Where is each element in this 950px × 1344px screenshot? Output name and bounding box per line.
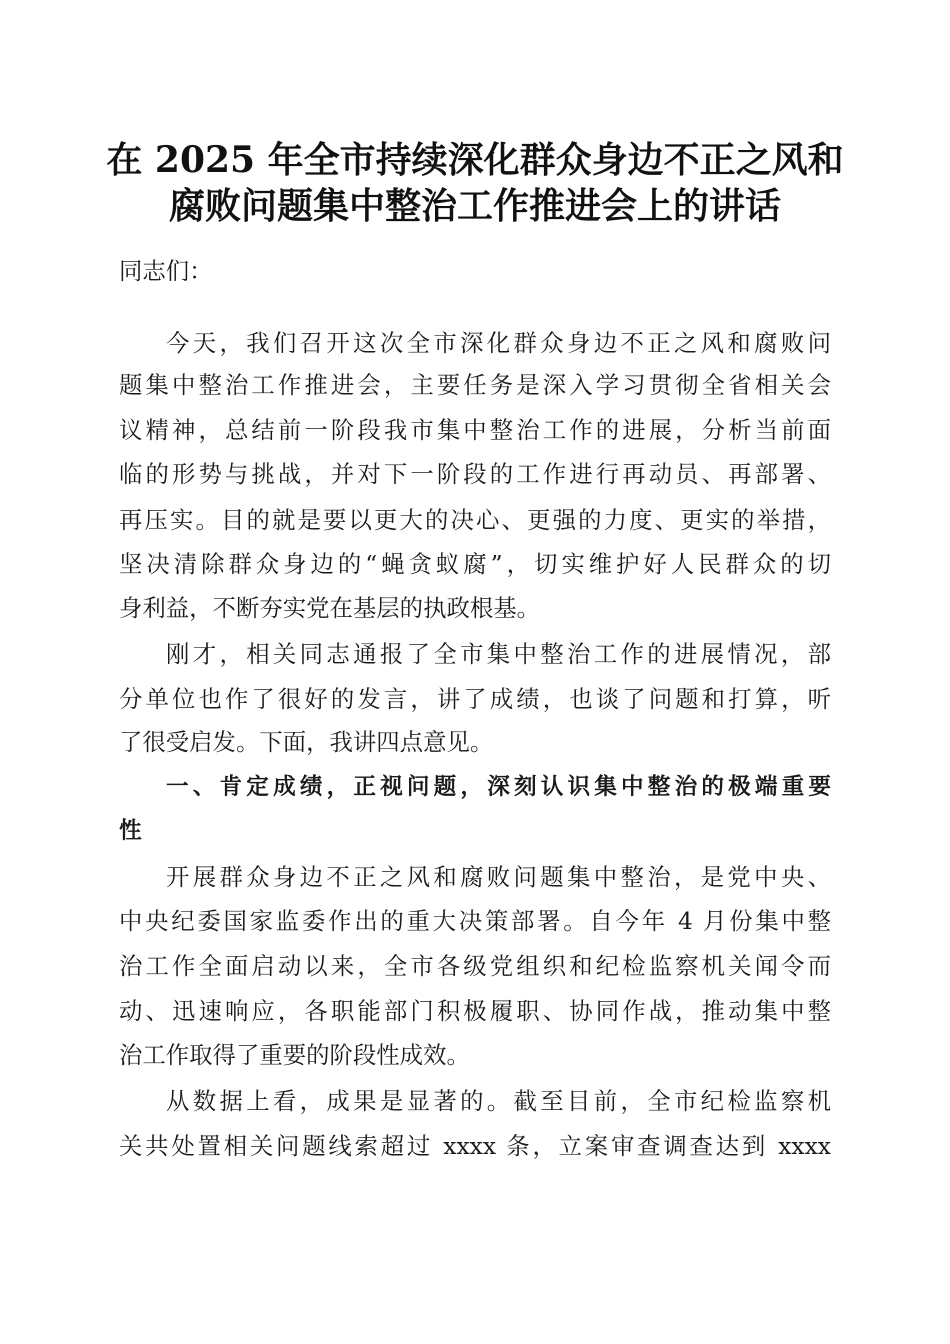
document-title-line-2: 腐败问题集中整治工作推进会上的讲话 — [168, 185, 781, 227]
paragraph-1-line: 身利益，不断夯实党在基层的执政根基。 — [119, 594, 541, 622]
paragraph-3-line: 治工作全面启动以来，全市各级党组织和纪检监察机关闻令而 — [119, 952, 831, 980]
paragraph-2-line: 分单位也作了很好的发言，讲了成绩，也谈了问题和打算，听 — [119, 685, 831, 713]
paragraph-1-line: 坚决清除群众身边的“蝇贪蚁腐”，切实维护好人民群众的切 — [119, 550, 831, 578]
paragraph-2-line: 刚才，相关同志通报了全市集中整治工作的进展情况，部 — [166, 640, 831, 668]
paragraph-3-line: 开展群众身边不正之风和腐败问题集中整治，是党中央、 — [166, 863, 831, 891]
paragraph-3-line: 治工作取得了重要的阶段性成效。 — [119, 1041, 470, 1069]
paragraph-1-line: 临的形势与挑战，并对下一阶段的工作进行再动员、再部署、 — [119, 460, 831, 488]
paragraph-1-line: 议精神，总结前一阶段我市集中整治工作的进展，分析当前面 — [119, 416, 831, 444]
paragraph-4-line: 从数据上看，成果是显著的。截至目前，全市纪检监察机 — [166, 1087, 831, 1115]
paragraph-3-line: 中央纪委国家监委作出的重大决策部署。自今年 4 月份集中整 — [119, 907, 831, 935]
section-1-heading-continued: 性 — [119, 818, 142, 844]
salutation: 同志们： — [119, 257, 213, 285]
paragraph-4-line: 关共处置相关问题线索超过 xxxx 条，立案审查调查达到 xxxx — [119, 1132, 831, 1160]
paragraph-1-line: 再压实。目的就是要以更大的决心、更强的力度、更实的举措， — [119, 506, 831, 534]
paragraph-3-line: 动、迅速响应，各职能部门积极履职、协同作战，推动集中整 — [119, 997, 831, 1025]
paragraph-1-line: 题集中整治工作推进会，主要任务是深入学习贯彻全省相关会 — [119, 371, 831, 399]
paragraph-2-line: 了很受启发。下面，我讲四点意见。 — [119, 728, 494, 756]
paragraph-1-line: 今天，我们召开这次全市深化群众身边不正之风和腐败问 — [166, 329, 831, 357]
document-title-line-1: 在 2025 年全市持续深化群众身边不正之风和 — [106, 139, 844, 181]
section-1-heading: 一、肯定成绩，正视问题，深刻认识集中整治的极端重要 — [166, 774, 831, 800]
